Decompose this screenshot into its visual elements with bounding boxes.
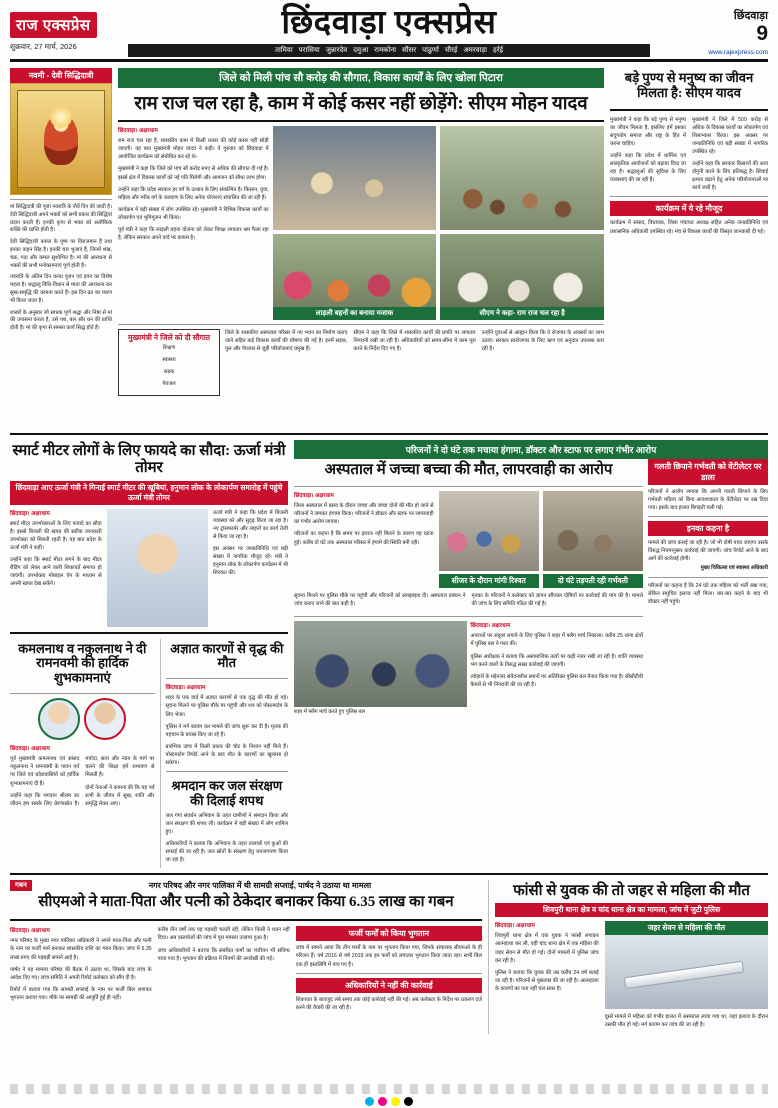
hospital-quote-text: मामले की जांच कराई जा रही है। जो भी दोषी पाया जाएगा उसके विरुद्ध नियमानुसार कार्रवाई की जाएगी। जांच रिपोर्ट आने के बाद आगे की कार्रवाई होगी। xyxy=(648,540,768,563)
police-paragraph: त्योहारों के मद्देनजर संवेदनशील स्थानों पर अतिरिक्त पुलिस बल तैनात किया गया है। सीसीटीवी कैमरों से भी निगरानी की जा रही है। xyxy=(470,673,643,688)
gaban-byline: छिंदवाड़ा। अक्षरधाम xyxy=(10,928,50,935)
masthead-right xyxy=(650,8,768,56)
smart-meter-paragraph: ऊर्जा मंत्री ने कहा कि प्रदेश में बिजली व्यवस्था को और सुदृढ़ किया जा रहा है। नए ट्रांसफार्मर और लाइनों का कार्य तेजी से किया जा रहा है। xyxy=(212,509,288,540)
lead-paragraph: उन्होंने कहा कि प्रदेश सरकार हर वर्ग के उत्थान के लिए संकल्पित है। किसान, युवा, महिला और गरीब वर्ग के कल्याण के लिए अनेक योजनाएं संचालित की जा रही हैं। xyxy=(118,186,269,201)
hospital-caption-2: दो घंटे तड़पती रही गर्भवती xyxy=(543,574,643,588)
devi-image xyxy=(10,83,112,195)
gaban-box-text: जांच में सामने आया कि तीन फर्मों के नाम पर भुगतान किया गया, जिनके संचालक सीएमओ के ही परिजन हैं। वर्ष 2016 से वर्ष 2019 तक इन फर्मों को लगातार भुगतान किया जाता रहा। सभी बिल एक ही हस्तलिपि में पाए गए हैं। xyxy=(295,945,482,968)
edition-name: रामकोना xyxy=(374,46,397,54)
death-body xyxy=(166,694,288,767)
lead-photo-caption: लाड़ली बहनों का बनाया मजाक xyxy=(273,307,437,320)
lead-body-col1 xyxy=(118,137,269,242)
lead-photo-crowd xyxy=(440,126,604,230)
gaban-title: सीएमओ ने माता-पिता और पत्नी को ठेकेदार बनाकर किया 6.35 लाख का गबन xyxy=(38,894,454,911)
lead-photo-women xyxy=(273,234,437,320)
gaban-block xyxy=(10,880,482,1033)
publication-date: शुक्रवार, 27 मार्च, 2026 xyxy=(10,41,77,51)
death-paragraph: शहर के एक वार्ड में अज्ञात कारणों से एक वृद्ध की मौत हो गई। सूचना मिलने पर पुलिस मौके पर पहुंची और शव को पोस्टमार्टम के लिए भेजा। xyxy=(165,695,288,718)
lead-green-band: जिले को मिली पांच सौ करोड़ की सौगात, विकास कार्यों के लिए खोला पिटारा xyxy=(118,68,604,88)
right-paragraph: मुख्यमंत्री ने कहा कि बड़े पुण्य से मनुष्य का जीवन मिलता है, इसलिए हमें इसका सदुपयोग समाज और राष्ट्र के हित में करना चाहिए। xyxy=(610,116,686,148)
gaban-paragraph: रिपोर्ट में बताया गया कि सामग्री सप्लाई के नाम पर फर्जी बिल लगाकर भुगतान कराया गया। मौके पर सामग्री की आपूर्ति हुई ही नहीं। xyxy=(10,986,152,1001)
lead-sidebar-item: शिक्षण xyxy=(162,345,176,352)
poison-title: फांसी से युवक की तो जहर से महिला की मौत xyxy=(513,883,750,900)
hospital-sidebar xyxy=(648,459,768,717)
poison-photo xyxy=(605,935,768,1009)
kamalnath-paragraph: उन्होंने कहा कि भगवान श्रीराम का जीवन हम सबके लिए प्रेरणास्रोत है। मर्यादा, सत्य और न्याय के मार्ग पर चलने की शिक्षा हमें रामायण से मिलती है। xyxy=(10,756,155,807)
lead-paragraph: पूर्व मंत्री ने कहा कि लाड़ली बहना योजना को लेकर विपक्ष लगातार भ्रम फैला रहा है, लेकिन सरकार अपने वादे पर कायम है। xyxy=(118,226,269,241)
right-subbox-text: कार्यक्रम में सांसद, विधायक, जिला पंचायत अध्यक्ष सहित अनेक जनप्रतिनिधि एवं प्रशासनिक अधिकारी उपस्थित रहे। मंच से विकास कार्यों की विस्तृत जानकारी दी गई। xyxy=(610,220,768,235)
registration-marks xyxy=(365,1097,413,1106)
kamalnath-paragraph: पूर्व मुख्यमंत्री कमलनाथ एवं सांसद नकुलनाथ ने रामनवमी के पावन पर्व पर जिले एवं प्रदेशवासियों को हार्दिक शुभकामनाएं दी हैं। xyxy=(10,756,80,787)
hospital-quote-attrib: मुख्य चिकित्सा एवं स्वास्थ्य अधिकारी xyxy=(700,565,768,572)
devi-column xyxy=(10,68,112,428)
death-paragraph: प्रारंभिक जांच में किसी प्रकार की चोट के निशान नहीं मिले हैं। पोस्टमार्टम रिपोर्ट आने के बाद मौत के कारणों का खुलासा हो सकेगा। xyxy=(165,743,288,766)
edition-strip xyxy=(128,44,650,57)
death-byline: छिंदवाड़ा। अक्षरधाम xyxy=(165,685,206,692)
devi-paragraph: शास्त्रों के अनुसार जो साधक पूर्ण श्रद्धा और निष्ठा से मां की उपासना करता है, उसे यश, बल और धन की प्राप्ति होती है। मां की कृपा से समस्त कार्य सिद्ध होते हैं। xyxy=(10,309,112,332)
lead-photo-men xyxy=(440,234,604,320)
death-paragraph: पुलिस ने मर्ग कायम कर मामले की जांच शुरू कर दी है। मृतक की पहचान के प्रयास किए जा रहे हैं। xyxy=(165,723,288,738)
poison-subtitle: शिवपुरी थाना क्षेत्र व चांद थाना क्षेत्र का मामला, जांच में जुटी पुलिस xyxy=(495,903,768,917)
hospital-paragraph: परिजनों का कहना है कि समय पर इलाज नहीं मिलने के कारण यह घटना हुई। करीब दो घंटे तक अस्पताल परिसर में हंगामे की स्थिति बनी रही। xyxy=(294,531,434,546)
gaban-band: नगर परिषद और नगर पालिका में थी सामग्री सप्लाई, पार्षद ने उठाया था मामला xyxy=(148,881,372,891)
kamalnath-byline: छिंदवाड़ा। अक्षरधाम xyxy=(10,746,50,753)
gaban-body-2 xyxy=(158,926,290,1011)
publisher-name: राज एक्सप्रेस xyxy=(10,12,97,38)
right-paragraph: मुख्यमंत्री ने जिले में 500 करोड़ से अधिक के विकास कार्यों का लोकार्पण एवं शिलान्यास किया। इस अवसर पर जनप्रतिनिधि एवं बड़ी संख्या में नागरिक उपस्थित रहे। xyxy=(692,116,768,156)
poison-body-1 xyxy=(495,932,599,992)
lead-sub-paragraph: सीएम ने कहा कि जिले में शासकीय कार्यों की प्रगति पर लगातार निगरानी रखी जा रही है। अधिकारियों को समय-सीमा में काम पूरा करने के निर्देश दिए गए हैं। xyxy=(353,330,476,353)
lead-sub-paragraph: जिले के शासकीय अस्पताल परिसर में नए भवन का निर्माण कराए जाने सहित कई विकास कार्यों की घोषणा की गई है। इनमें सड़क, पुल और पेयजल से जुड़ी परियोजनाएं प्रमुख हैं। xyxy=(225,330,348,353)
avatar xyxy=(38,698,80,740)
mid-section xyxy=(10,440,768,868)
smart-meter-block xyxy=(10,440,288,868)
gaban-box-title: फर्जी फर्मों को किया भुगतान xyxy=(296,926,482,941)
hospital-title: अस्पताल में जच्चा बच्चा की मौत, लापरवाही का आरोप xyxy=(324,462,613,478)
lead-sidebar-box xyxy=(118,329,220,396)
masthead-title-block xyxy=(128,4,650,57)
print-calibration-strip xyxy=(10,1084,768,1094)
gaban-box2-text: शिकायत के बावजूद लंबे समय तक कोई कार्रवाई नहीं की गई। अब कलेक्टर के निर्देश पर प्रकरण दर्ज करने की तैयारी की जा रही है। xyxy=(295,996,482,1011)
edition-name: चौरई xyxy=(444,46,458,54)
devi-paragraph: नवरात्रि के अंतिम दिन कन्या पूजन एवं हवन का विशेष महत्व है। श्रद्धालु विधि-विधान से माता की आराधना कर सुख-समृद्धि की कामना करते हैं। इस दिन व्रत का पारण भी किया जाता है। xyxy=(10,274,112,304)
lead-photo-caption: सीएम ने कहा- राम राज चल रहा है xyxy=(440,307,604,320)
smart-meter-subtitle: छिंदवाड़ा आए ऊर्जा मंत्री ने गिनाई स्मार्ट मीटर की खूबियां, हनुमान लोक के लोकार्पण समारोह में पहुंचे ऊर्जा मंत्री तोमर xyxy=(10,481,288,505)
smart-meter-byline: छिंदवाड़ा। अक्षरधाम xyxy=(10,510,50,517)
police-paragraph: पुलिस अधीक्षक ने बताया कि असामाजिक तत्वों पर कड़ी नजर रखी जा रही है। शांति व्यवस्था भंग करने वालों के विरुद्ध सख्त कार्रवाई की जाएगी। xyxy=(470,653,643,668)
gaban-paragraph: जांच अधिकारियों ने बताया कि संबंधित फर्मों का पंजीयन भी संदिग्ध पाया गया है। भुगतान की प्रक्रिया में नियमों की अनदेखी की गई। xyxy=(157,947,290,962)
top-section xyxy=(10,68,768,428)
page-number: 9 xyxy=(756,21,768,45)
lead-story xyxy=(118,68,604,428)
hospital-body-2 xyxy=(294,592,643,612)
edition-name: अमरवाड़ा xyxy=(463,46,487,54)
kamalnath-paragraph: दोनों नेताओं ने कामना की कि यह पर्व सभी के जीवन में सुख, शांति और समृद्धि लेकर आए। xyxy=(85,784,155,807)
right-body xyxy=(610,116,768,193)
hospital-quote-title: इनका कहना है xyxy=(648,521,768,536)
lead-byline: छिंदवाड़ा। अक्षरधाम xyxy=(118,128,158,135)
poison-block xyxy=(488,880,768,1033)
lead-photo-stage xyxy=(273,126,437,230)
poison-paragraph: शिवपुरी थाना क्षेत्र में एक युवक ने फांसी लगाकर आत्महत्या कर ली, वहीं चांद थाना क्षेत्र में एक महिला की जहर सेवन से मौत हो गई। दोनों मामलों में पुलिस जांच कर रही है। xyxy=(495,933,599,964)
right-paragraph: उन्होंने कहा कि सरकार किसानों की आय दोगुनी करने के लिए प्रतिबद्ध है। सिंचाई क्षमता बढ़ाने हेतु अनेक परियोजनाओं पर कार्य जारी है। xyxy=(692,161,768,192)
water-paragraph: अधिकारियों ने बताया कि अभियान के तहत तालाबों एवं कुओं की सफाई की जा रही है। जल स्रोतों के संरक्षण हेतु जनजागरण किया जा रहा है। xyxy=(165,840,288,864)
poison-byline: छिंदवाड़ा। अक्षरधाम xyxy=(495,923,535,930)
gaban-body-1 xyxy=(10,937,152,1001)
smart-meter-body-2 xyxy=(213,509,288,578)
death-block xyxy=(160,639,288,869)
hospital-caption-1: सीजर के दौरान मांगी रिश्वत xyxy=(439,574,539,588)
edition-name: पांढुर्णा xyxy=(422,46,439,54)
edition-name: सौंसर xyxy=(402,46,417,54)
lead-subtext xyxy=(225,329,604,396)
masthead xyxy=(10,4,768,62)
poison-body-2 xyxy=(605,1013,768,1029)
lead-paragraph: राम राज चल रहा है, शासकीय काम में किसी प्रकार की कोई कसर नहीं छोड़ी जाएगी। यह बात मुख्यमंत्री मोहन यादव ने कही। वे गुरुवार को छिंदवाड़ा में आयोजित कार्यक्रम को संबोधित कर रहे थे। xyxy=(118,138,269,161)
right-paragraph: उन्होंने कहा कि प्रदेश में धार्मिक एवं सांस्कृतिक आयोजनों को बढ़ावा दिया जा रहा है। श्रद्धालुओं की सुविधा के लिए व्यवस्थाएं की जा रही हैं। xyxy=(610,153,686,184)
publisher-logo xyxy=(10,12,128,52)
smart-meter-body-1 xyxy=(10,520,102,589)
smart-meter-paragraph: उन्होंने कहा कि स्मार्ट मीटर लगने के बाद मीटर रीडिंग को लेकर आने वाली शिकायतें समाप्त हो जाएंगी। उपभोक्ता मोबाइल ऐप के माध्यम से अपनी खपत देख सकेंगे। xyxy=(10,556,102,587)
smart-meter-paragraph: इस अवसर पर जनप्रतिनिधि एवं बड़ी संख्या में नागरिक मौजूद रहे। मंत्री ने हनुमान लोक के लोकार्पण कार्यक्रम में भी शिरकत की। xyxy=(212,545,288,576)
hospital-paragraph: सूचना मिलने पर पुलिस मौके पर पहुंची और परिजनों को समझाइश दी। अस्पताल प्रबंधन ने जांच कराए जाने की बात कही है। xyxy=(294,593,466,608)
police-caption: शहर में फ्लैग मार्च करते हुए पुलिस बल xyxy=(294,709,366,716)
hospital-band: परिजनों ने दो घंटे तक मचाया हंगामा, डॉक्टर और स्टाफ पर लगाए गंभीर आरोप xyxy=(294,440,768,459)
hospital-sidebar-title: गलती छिपाने गर्भवती को वेंटीलेटर पर डाला xyxy=(648,459,768,485)
kamalnath-block xyxy=(10,639,155,869)
hospital-byline: छिंदवाड़ा। अक्षरधाम xyxy=(294,493,334,500)
gaban-tag: गबन xyxy=(10,880,32,891)
hospital-block xyxy=(294,440,768,868)
lead-paragraph: कार्यक्रम में बड़ी संख्या में लोग उपस्थित रहे। मुख्यमंत्री ने विभिन्न विकास कार्यों का लोकार्पण एवं भूमिपूजन भी किया। xyxy=(118,206,269,221)
hospital-paragraph: जिला अस्पताल में प्रसव के दौरान जच्चा और बच्चा दोनों की मौत हो जाने से परिजनों ने जमकर हंगामा किया। परिजनों ने डॉक्टर और स्टाफ पर लापरवाही का गंभीर आरोप लगाया। xyxy=(294,503,434,526)
lead-sidebar-title: मुख्यमंत्री ने जिले को दी सौगात xyxy=(128,333,211,343)
right-sidebar-story xyxy=(610,68,768,428)
hospital-sidebar-text: परिजनों ने आरोप लगाया कि अपनी गलती छिपाने के लिए गर्भवती महिला को बिना आवश्यकता के वेंटीलेटर पर रख दिया गया। इसके बाद हालत बिगड़ती चली गई। xyxy=(648,489,768,512)
poison-photo-caption: जहर सेवन से महिला की मौत xyxy=(605,921,768,935)
avatar xyxy=(84,698,126,740)
lead-sidebar-item: पेयजल xyxy=(162,380,176,387)
smart-meter-paragraph: स्मार्ट मीटर उपभोक्ताओं के लिए फायदे का सौदा है। इससे बिजली की खपत की सटीक जानकारी उपभोक्ता को मिलती रहती है। यह बात प्रदेश के ऊर्जा मंत्री ने कही। xyxy=(10,520,102,551)
gaban-paragraph: करीब तीन वर्षों तक यह गड़बड़ी चलती रही, लेकिन किसी ने ध्यान नहीं दिया। अब दस्तावेजों की जांच में पूरा मामला उजागर हुआ है। xyxy=(157,927,290,942)
city-label: छिंदवाड़ा xyxy=(733,9,768,22)
hospital-body-1 xyxy=(294,502,434,546)
water-paragraph: जल गंगा संवर्धन अभियान के तहत ग्रामीणों ने श्रमदान किया और जल संरक्षण की शपथ ली। कार्यक्रम में बड़ी संख्या में लोग शामिल हुए। xyxy=(165,812,288,835)
lead-sidebar-item: स्वास्थ्य xyxy=(162,357,176,364)
police-byline: छिंदवाड़ा। अक्षरधाम xyxy=(470,623,511,630)
police-paragraph: अपराधों पर अंकुश लगाने के लिए पुलिस ने शहर में फ्लैग मार्च निकाला। करीब 25 थाना क्षेत्रों में पुलिस बल ने गश्त की। xyxy=(470,633,643,648)
edition-name: जुन्नारदेव xyxy=(325,46,348,54)
hospital-photo-1 xyxy=(439,491,539,571)
right-subbox-title: कार्यक्रम में ये रहे मौजूद xyxy=(610,201,768,216)
kamalnath-body xyxy=(10,755,155,809)
edition-name: हर्रई xyxy=(493,46,504,54)
leader-avatars xyxy=(10,698,155,740)
edition-name: तामिया xyxy=(274,46,293,54)
edition-name: दमुआ xyxy=(353,46,369,54)
death-title: अज्ञात कारणों से वृद्ध की मौत xyxy=(170,640,284,671)
website-url[interactable]: www.rajexpress.com xyxy=(708,48,768,56)
lead-headline: राम राज चल रहा है, काम में कोई कसर नहीं छोड़ेंगे: सीएम मोहन यादव xyxy=(118,88,604,122)
lead-sidebar-item: सड़क xyxy=(163,368,175,375)
lead-sub-paragraph: उन्होंने युवाओं से आह्वान किया कि वे रोजगार के अवसरों का लाभ उठाएं। सरकार स्वरोजगार के लिए ऋण एवं अनुदान उपलब्ध करा रही है। xyxy=(481,330,604,353)
devi-paragraph: देवी सिद्धिदात्री कमल के पुष्प पर विराजमान हैं तथा इनका वाहन सिंह है। इनकी चार भुजाएं हैं, जिनमें शंख, चक्र, गदा और कमल सुशोभित है। मां की आराधना से भक्तों की सभी मनोकामनाएं पूर्ण होती हैं। xyxy=(10,239,112,269)
hospital-paragraph: मृतका के परिजनों ने कलेक्टर को ज्ञापन सौंपकर दोषियों पर कार्रवाई की मांग की है। मामले की जांच के लिए समिति गठित की गई है। xyxy=(471,593,643,608)
newspaper-title: छिंदवाड़ा एक्सप्रेस xyxy=(281,4,497,41)
devi-article xyxy=(10,204,112,333)
energy-minister-photo xyxy=(107,509,208,627)
police-photo xyxy=(294,621,467,707)
gaban-paragraph: पार्षद ने यह मामला परिषद की बैठक में उठाया था, जिसके बाद जांच के आदेश दिए गए। जांच समिति ने अपनी रिपोर्ट कलेक्टर को सौंप दी है। xyxy=(10,966,152,981)
devi-paragraph: मां सिद्धिदात्री की पूजा नवरात्रि के नौवें दिन की जाती है। देवी सिद्धिदात्री अपने भक्तों को सभी प्रकार की सिद्धियां प्रदान करती हैं। इनकी कृपा से भक्त को अलौकिक शक्ति की प्राप्ति होती है। xyxy=(10,204,113,234)
gaban-box2-title: अधिकारियों ने नहीं की कार्रवाई xyxy=(296,978,482,993)
police-body xyxy=(471,632,644,688)
water-title: श्रमदान कर जल संरक्षण की दिलाई शपथ xyxy=(171,777,283,808)
devi-kicker: नवमी - देवी सिद्धिदात्री xyxy=(10,68,112,83)
lead-paragraph: मुख्यमंत्री ने कहा कि जिले को पांच सौ करोड़ रुपए से अधिक की सौगात दी गई है। इससे क्षेत्र में विकास कार्यों को नई गति मिलेगी और आमजन को सीधा लाभ होगा। xyxy=(118,166,269,181)
edition-name: परासिया xyxy=(298,46,320,54)
poison-paragraph: पुलिस ने बताया कि युवक की उम्र करीब 24 वर्ष बताई जा रही है। परिजनों से पूछताछ की जा रही है। आत्महत्या के कारणों का पता नहीं चल सका है। xyxy=(495,969,599,992)
bottom-section xyxy=(10,880,768,1033)
hospital-photo-2 xyxy=(543,491,643,571)
kamalnath-title: कमलनाथ व नकुलनाथ ने दी रामनवमी की हार्दिक शुभकामनाएं xyxy=(18,640,147,686)
right-headline: बड़े पुण्य से मनुष्य का जीवन मिलता है: सीएम यादव xyxy=(624,70,754,100)
water-body xyxy=(166,812,288,864)
hospital-sidebar-extra: परिजनों का कहना है कि 24 घंटे तक महिला को भर्ती रखा गया, लेकिन समुचित इलाज नहीं मिला। बार-बार कहने के बाद भी डॉक्टर नहीं पहुंचे। xyxy=(648,583,768,606)
poison-paragraph: दूसरे मामले में महिला को गंभीर हालत में अस्पताल लाया गया था, जहां इलाज के दौरान उसकी मौत हो गई। मर्ग कायम कर जांच की जा रही है। xyxy=(604,1014,768,1029)
gaban-paragraph: नगर परिषद के मुख्य नगर पालिका अधिकारी ने अपने माता-पिता और पत्नी के नाम पर फर्जी फर्म बनाकर शासकीय राशि का गबन किया। जांच में 6.35 लाख रुपए की गड़बड़ी सामने आई है। xyxy=(10,938,152,961)
smart-meter-title: स्मार्ट मीटर लोगों के लिए फायदे का सौदा: ऊर्जा मंत्री तोमर xyxy=(12,443,286,477)
